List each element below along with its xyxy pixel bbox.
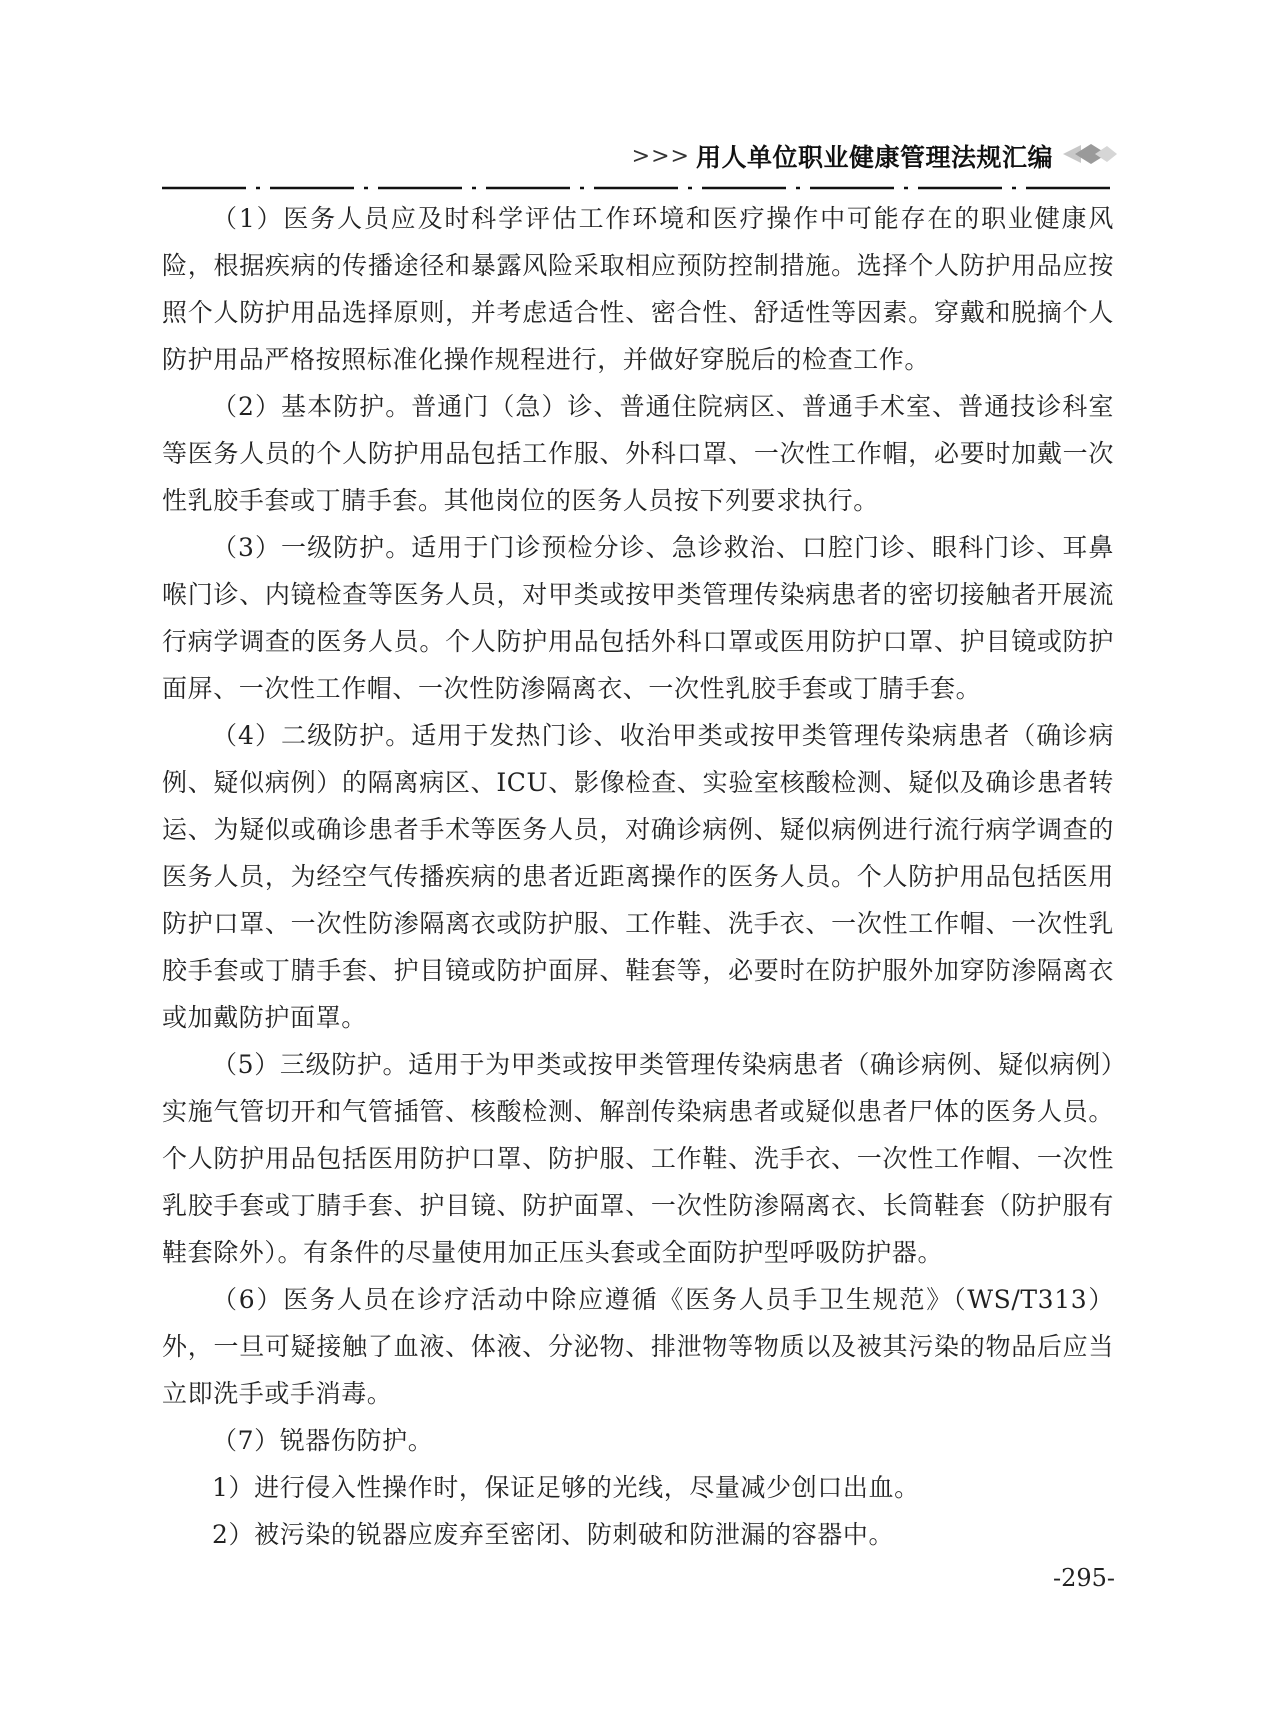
diamond-ornament-icon <box>1061 141 1119 171</box>
paragraph: （7）锐器伤防护。 <box>212 1426 434 1455</box>
header-rule <box>162 178 1114 188</box>
body-text <box>162 195 1114 1558</box>
paragraph: （4）二级防护。适用于发热门诊、收治甲类或按甲类管理传染病患者（确诊病例、疑似病例）的隔离病区、ICU、影像检查、实验室核酸检测、疑似及确诊患者转运、为疑似或确诊患者手术等医务人员，对确诊病例、疑似病例进行流行病学调查的医务人员，为经空气传播疾病的患者近距离操作的医务人员。个人防护用品包括医用防护口罩、一次性防渗隔离衣或防护服、工作鞋、洗手衣、一次性工作帽、一次性乳胶手套或丁腈手套、护目镜或防护面屏、鞋套等，必要时在防护服外加穿防渗隔离衣或加戴防护面罩。 <box>162 721 1114 1032</box>
running-head-title: 用人单位职业健康管理法规汇编 <box>695 143 1053 172</box>
paragraph: 2）被污染的锐器应废弃至密闭、防刺破和防泄漏的容器中。 <box>212 1520 895 1549</box>
paragraph: （1）医务人员应及时科学评估工作环境和医疗操作中可能存在的职业健康风险，根据疾病的传播途径和暴露风险采取相应预防控制措施。选择个人防护用品应按照个人防护用品选择原则，并考虑适合性、密合性、舒适性等因素。穿戴和脱摘个人防护用品严格按照标准化操作规程进行，并做好穿脱后的检查工作。 <box>162 204 1114 374</box>
paragraph: （3）一级防护。适用于门诊预检分诊、急诊救治、口腔门诊、眼科门诊、耳鼻喉门诊、内镜检查等医务人员，对甲类或按甲类管理传染病患者的密切接触者开展流行病学调查的医务人员。个人防护用品包括外科口罩或医用防护口罩、护目镜或防护面屏、一次性工作帽、一次性防渗隔离衣、一次性乳胶手套或丁腈手套。 <box>162 533 1114 703</box>
chevron-right-icon: >>> <box>631 143 690 169</box>
paragraph: （6）医务人员在诊疗活动中除应遵循《医务人员手卫生规范》（WS/T313）外，一旦可疑接触了血液、体液、分泌物、排泄物等物质以及被其污染的物品后应当立即洗手或手消毒。 <box>162 1285 1114 1408</box>
running-head <box>632 138 1119 174</box>
page-number: -295- <box>1052 1564 1115 1592</box>
paragraph: （2）基本防护。普通门（急）诊、普通住院病区、普通手术室、普通技诊科室等医务人员的个人防护用品包括工作服、外科口罩、一次性工作帽，必要时加戴一次性乳胶手套或丁腈手套。其他岗位的医务人员按下列要求执行。 <box>162 392 1114 515</box>
paragraph: 1）进行侵入性操作时，保证足够的光线，尽量减少创口出血。 <box>212 1473 920 1502</box>
paragraph: （5）三级防护。适用于为甲类或按甲类管理传染病患者（确诊病例、疑似病例）实施气管切开和气管插管、核酸检测、解剖传染病患者或疑似患者尸体的医务人员。个人防护用品包括医用防护口罩、防护服、工作鞋、洗手衣、一次性工作帽、一次性乳胶手套或丁腈手套、护目镜、防护面罩、一次性防渗隔离衣、长筒鞋套（防护服有鞋套除外）。有条件的尽量使用加正压头套或全面防护型呼吸防护器。 <box>162 1050 1114 1267</box>
